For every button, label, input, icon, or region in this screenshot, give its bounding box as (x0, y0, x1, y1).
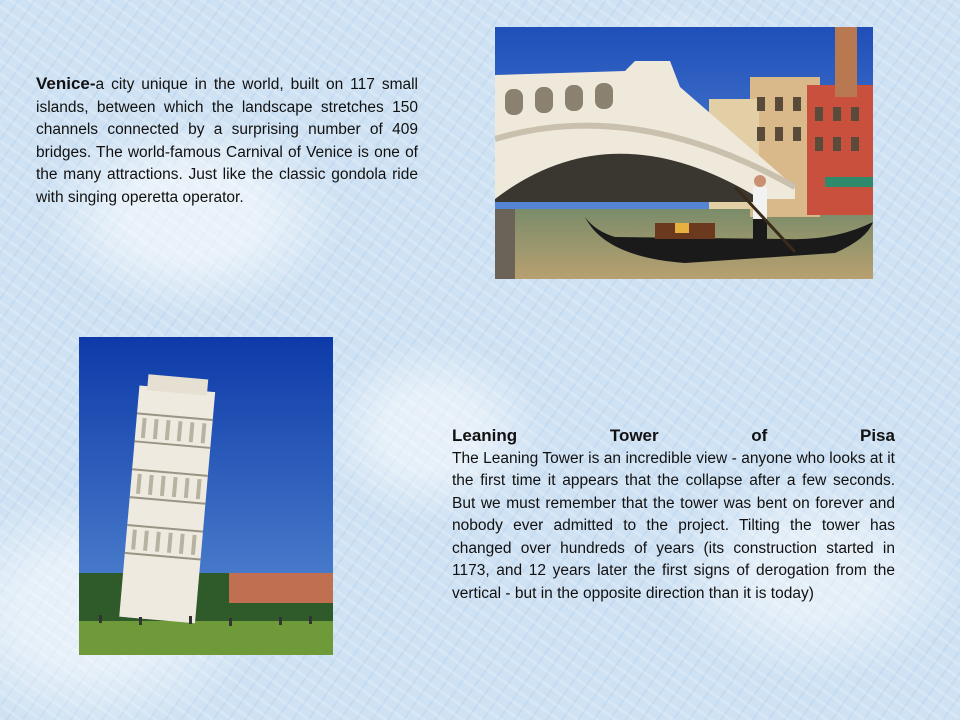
pisa-title-word: of (751, 426, 768, 445)
leaning-tower-photo (79, 337, 333, 655)
rialto-bridge-gondola-photo (495, 27, 873, 279)
pisa-title (452, 425, 895, 448)
pisa-title-word: Pisa (860, 426, 895, 445)
pisa-title-word: Leaning (452, 426, 518, 445)
venice-title: Venice- (36, 74, 96, 93)
pisa-paragraph (452, 425, 895, 605)
venice-body: a city unique in the world, built on 117 small islands, between which the landscape stretches 150 channels connected by a surprising number of 409 bridges. The world-famous Carnival of Venice is one of the many attractions. Just like the classic gondola ride with singing operetta operator. (36, 76, 418, 206)
pisa-body: The Leaning Tower is an incredible view - anyone who looks at it the first time it appears that the collapse after a few seconds. But we must remember that the tower was bent on forever and nobody ever admitted to the project. Tilting the tower has changed over hundreds of years (its construction started in 1173, and 12 years later the first signs of derogation from the vertical - but in the opposite direction than it is today) (452, 449, 895, 602)
pisa-title-word: Tower (609, 426, 659, 445)
venice-paragraph (36, 73, 418, 209)
